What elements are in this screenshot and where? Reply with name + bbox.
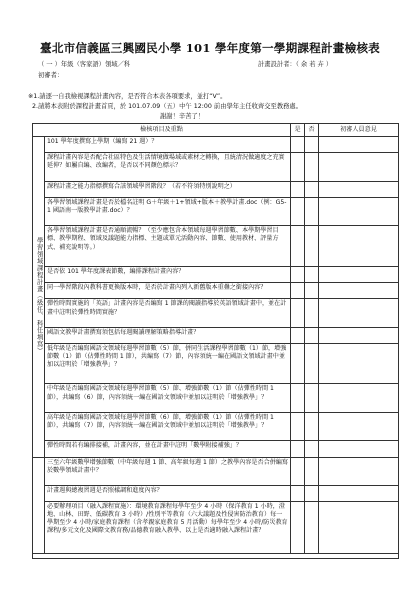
reviewer-opinion-cell[interactable]	[319, 226, 399, 266]
table-row	[33, 283, 399, 299]
table-row	[33, 299, 399, 327]
reviewer-opinion-cell[interactable]	[319, 412, 399, 440]
row-item-text: 中年級是否編寫國語文領域每週學習節數（5）節、增強節數（1）節（佔彈性時間 1 節），共編寫（6）節，內容須統一編在國語文領域中並加以註明於「增強教學」？	[45, 384, 291, 412]
table-row	[33, 137, 399, 153]
no-check-cell[interactable]	[305, 485, 319, 501]
table-row	[33, 181, 399, 197]
no-check-cell[interactable]	[305, 502, 319, 554]
yes-check-cell[interactable]	[291, 502, 305, 554]
row-item-text: 彈性時間實施的「英語」計畫內容是否編寫 1 節課的閱讀指導於英語領域計畫中，並在計畫中註明於彈性時間實施？	[45, 299, 291, 327]
no-check-cell[interactable]	[305, 299, 319, 327]
grade-domain: （ 一 ）年級（客家語）領域／科	[38, 61, 131, 68]
row-item-text: 彈性時間若有編排接補，計畫內容，並在計畫中註明「數學附接補強」？	[45, 441, 291, 457]
table-row	[33, 384, 399, 412]
reviewer-opinion-cell[interactable]	[319, 266, 399, 282]
reviewer-opinion-cell[interactable]	[319, 181, 399, 197]
yes-check-cell[interactable]	[291, 327, 305, 343]
row-item-text: 三至六年級數學增強節數（中年級每週 1 節、高年級每週 1 節）之教學內容是否合併編寫於數學領域計畫中？	[45, 457, 291, 485]
side-blank-cell	[33, 457, 45, 554]
no-check-cell[interactable]	[305, 137, 319, 153]
reviewer-opinion-cell[interactable]	[319, 153, 399, 181]
no-check-cell[interactable]	[305, 181, 319, 197]
yes-check-cell[interactable]	[291, 441, 305, 457]
row-item-text: 是否依 101 學年度課表節數，編排課程計畫內容？	[45, 266, 291, 282]
plan-designer: 計畫設計者：（ 余 若 卉 ）	[258, 61, 333, 68]
yes-check-cell[interactable]	[291, 153, 305, 181]
table-row	[33, 226, 399, 266]
row-item-text: 計畫週與總複習週是否照樣調和進度內容？	[45, 485, 291, 501]
note-line-1: ※1.請逐一自我檢視課程計畫內容，是否符合本表各項要求，並打“V”。	[28, 93, 227, 100]
yes-check-cell[interactable]	[291, 344, 305, 384]
table-row	[33, 457, 399, 485]
yes-check-cell[interactable]	[291, 299, 305, 327]
row-item-text: 各學習領域課程計畫是否於檔名註明 G＋年級＋1+領域+版本＋教學計畫.doc（例：G5-1 國語南一版教學計畫.doc）？	[45, 198, 291, 226]
note-line-2: 2.請將本表附於課程計畫首頁，於 101.07.09（五）中午 12:00 前由學年主任收齊交至教務處。	[32, 103, 303, 110]
table-row	[33, 502, 399, 554]
yes-check-cell[interactable]	[291, 384, 305, 412]
reviewer-opinion-cell[interactable]	[319, 384, 399, 412]
reviewer-opinion-cell[interactable]	[319, 502, 399, 554]
table-row	[33, 153, 399, 181]
yes-check-cell[interactable]	[291, 266, 305, 282]
no-check-cell[interactable]	[305, 457, 319, 485]
page-title: 臺北市信義區三興國民小學 101 學年度第一學期課程計畫檢核表	[40, 41, 380, 55]
yes-check-cell[interactable]	[291, 198, 305, 226]
table-row	[33, 344, 399, 384]
yes-check-cell[interactable]	[291, 457, 305, 485]
initial-reviewer: 初審者：	[38, 72, 64, 79]
row-item-text: 國語文教學計畫撰寫須包括每週閱讀理解策略指導計畫？	[45, 327, 291, 343]
yes-check-cell[interactable]	[291, 181, 305, 197]
table-row	[33, 485, 399, 501]
yes-check-cell[interactable]	[291, 137, 305, 153]
reviewer-opinion-cell[interactable]	[319, 299, 399, 327]
no-check-cell[interactable]	[305, 153, 319, 181]
side-label: 學習領域課程計畫（級任、科任填寫）	[35, 236, 43, 354]
row-item-text: 高年級是否編寫國語文領域每週學習節數（6）節，增強節數（1）節（佔彈性時間 1 節），共編寫（7）節，內容須統一編在國語文領域中並加以註明於「增強教學」？	[45, 412, 291, 440]
side-label-cell	[33, 137, 45, 458]
no-check-cell[interactable]	[305, 283, 319, 299]
yes-check-cell[interactable]	[291, 485, 305, 501]
no-check-cell[interactable]	[305, 226, 319, 266]
row-item-text: 各學習領域課程計畫是否通順流暢？（至少應包含本領域每週學習節數、本學期學習目標、教學期程、領域及議題能力指標、主題或單元活動內容、節數、使用教材、評量方式、補充說明等。）	[45, 226, 291, 266]
table-blank-row	[33, 554, 399, 559]
row-item-text: 必要辦理項目（融入課程實施）：環境教育課程每學年至少 4 小時（保洋教育 1 小時，澄地、山林、田野、低碳教育 3 小時）/性別平等教育（六大議題及性侵害防治教育）每一學期至少 4 小時/家庭教育課程（含孝親家庭教育 5 月活動）每學年至少 4 小時/防災教育課程/多元文化及國際文教育務/品德教育融入教學、以上是否適時融入課程計畫？	[45, 502, 291, 554]
table-row	[33, 441, 399, 457]
table-header-row	[33, 124, 399, 137]
reviewer-opinion-cell[interactable]	[319, 457, 399, 485]
table-row	[33, 198, 399, 226]
yes-check-cell[interactable]	[291, 283, 305, 299]
row-item-text: 同一學習階段內教科書更換版本時，是否於計畫內列入新舊版本重疊之銜接內容？	[45, 283, 291, 299]
row-item-text: 低年級是否編寫國語文領域每週學習節數（5）節，併同生活課程學習節數（1）節，增強節數（1）節（佔彈性時間 1 節），共編寫（7）節，內容須統一編在國語文領域計畫中並加以註明於「增強教學」？	[45, 344, 291, 384]
checklist-table	[32, 123, 399, 559]
header-yes: 是	[291, 124, 305, 137]
yes-check-cell[interactable]	[291, 412, 305, 440]
no-check-cell[interactable]	[305, 266, 319, 282]
table-row	[33, 266, 399, 282]
note-line-3: 謝謝！辛苦了！	[160, 113, 205, 120]
reviewer-opinion-cell[interactable]	[319, 198, 399, 226]
row-item-text: 101 學年度撰寫上學期（編寫 21 週）？	[45, 137, 291, 153]
reviewer-opinion-cell[interactable]	[319, 485, 399, 501]
reviewer-opinion-cell[interactable]	[319, 441, 399, 457]
header-opinion: 初審人員意見	[319, 124, 399, 137]
table-row	[33, 327, 399, 343]
header-items: 檢核項目及重點	[33, 124, 291, 137]
row-item-text: 課程計畫內容是否配合社區特色及生活情境做場域或素材之轉換，且統清況做適度之充實延伸？如屬自編、改編者，是否以不同顏色標示？	[45, 153, 291, 181]
table-row	[33, 412, 399, 440]
no-check-cell[interactable]	[305, 412, 319, 440]
no-check-cell[interactable]	[305, 441, 319, 457]
no-check-cell[interactable]	[305, 198, 319, 226]
no-check-cell[interactable]	[305, 344, 319, 384]
reviewer-opinion-cell[interactable]	[319, 344, 399, 384]
blank-cell[interactable]	[33, 554, 399, 559]
yes-check-cell[interactable]	[291, 226, 305, 266]
header-no: 否	[305, 124, 319, 137]
reviewer-opinion-cell[interactable]	[319, 137, 399, 153]
no-check-cell[interactable]	[305, 384, 319, 412]
row-item-text: 課程計畫之能力指標撰寫合該領域學習階段？（若不符須特別說明之）	[45, 181, 291, 197]
reviewer-opinion-cell[interactable]	[319, 283, 399, 299]
no-check-cell[interactable]	[305, 327, 319, 343]
reviewer-opinion-cell[interactable]	[319, 327, 399, 343]
